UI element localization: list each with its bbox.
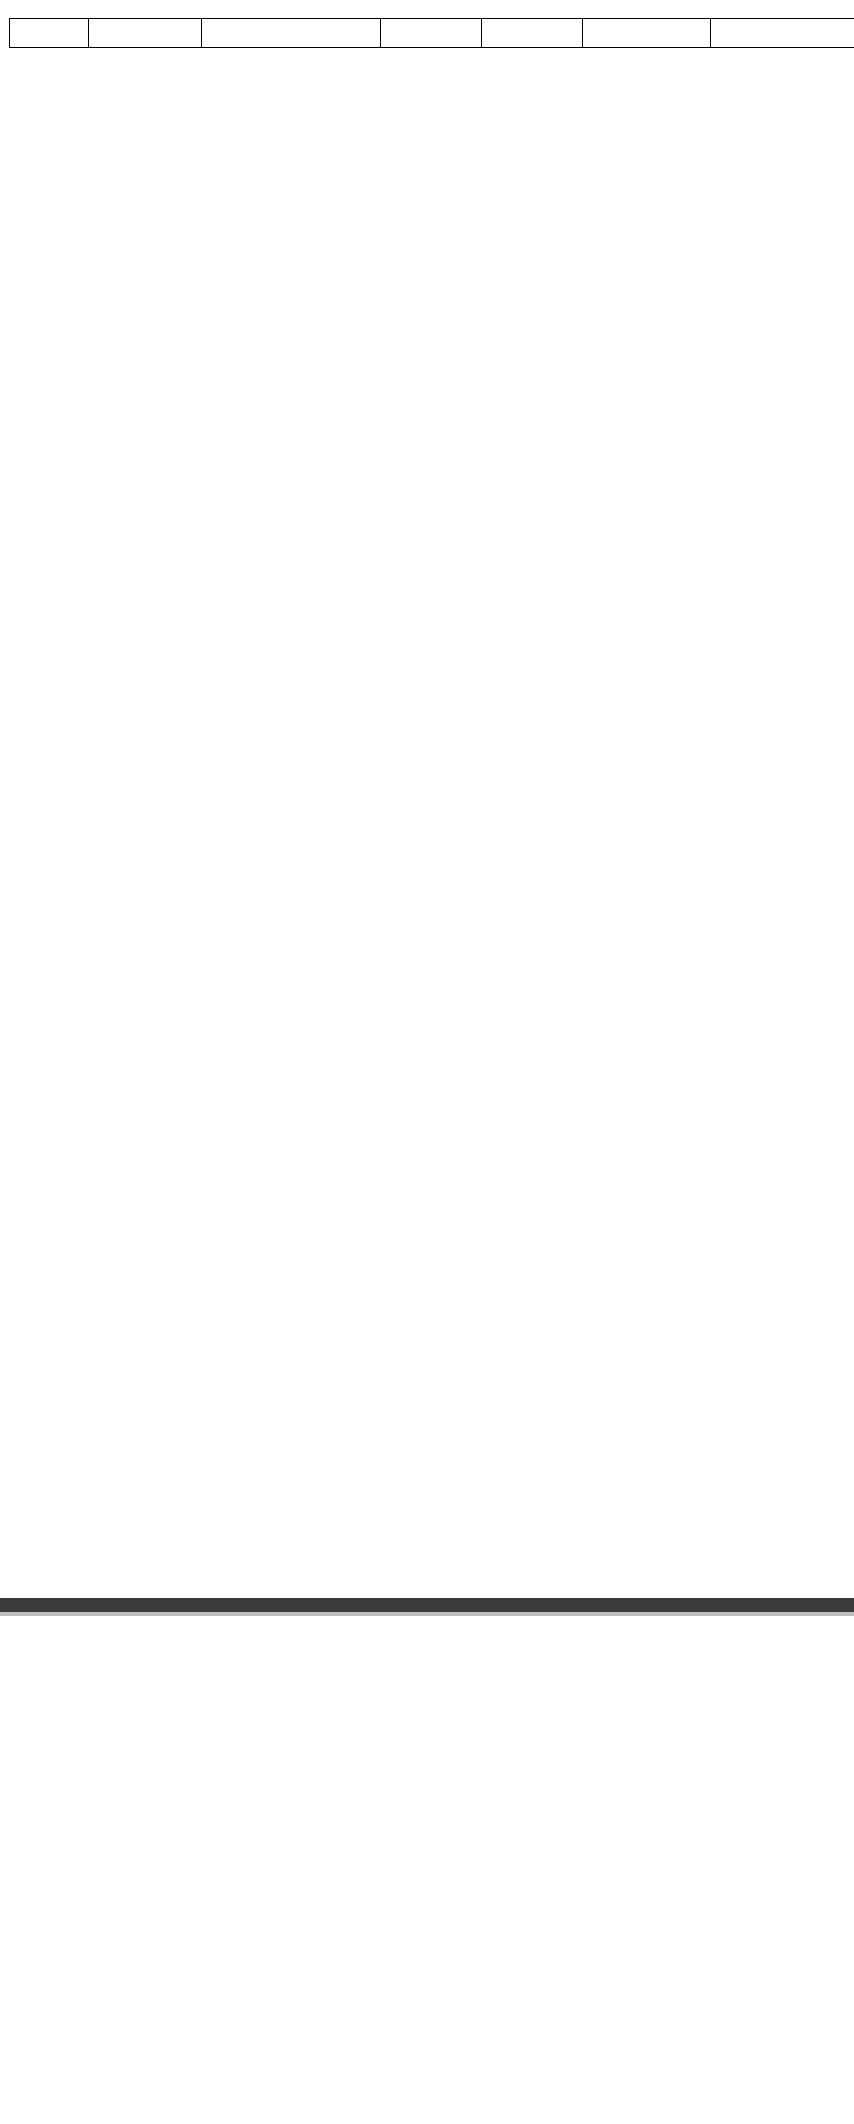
header-code [89, 19, 202, 48]
header-row [10, 19, 854, 48]
header-admit [482, 19, 583, 48]
page-divider [0, 1598, 854, 1612]
header-min-score [583, 19, 711, 48]
admission-table-top [9, 18, 854, 48]
header-note [711, 19, 854, 48]
header-major [202, 19, 381, 48]
header-category [10, 19, 89, 48]
header-plan [381, 19, 482, 48]
page-divider-shadow [0, 1612, 854, 1616]
